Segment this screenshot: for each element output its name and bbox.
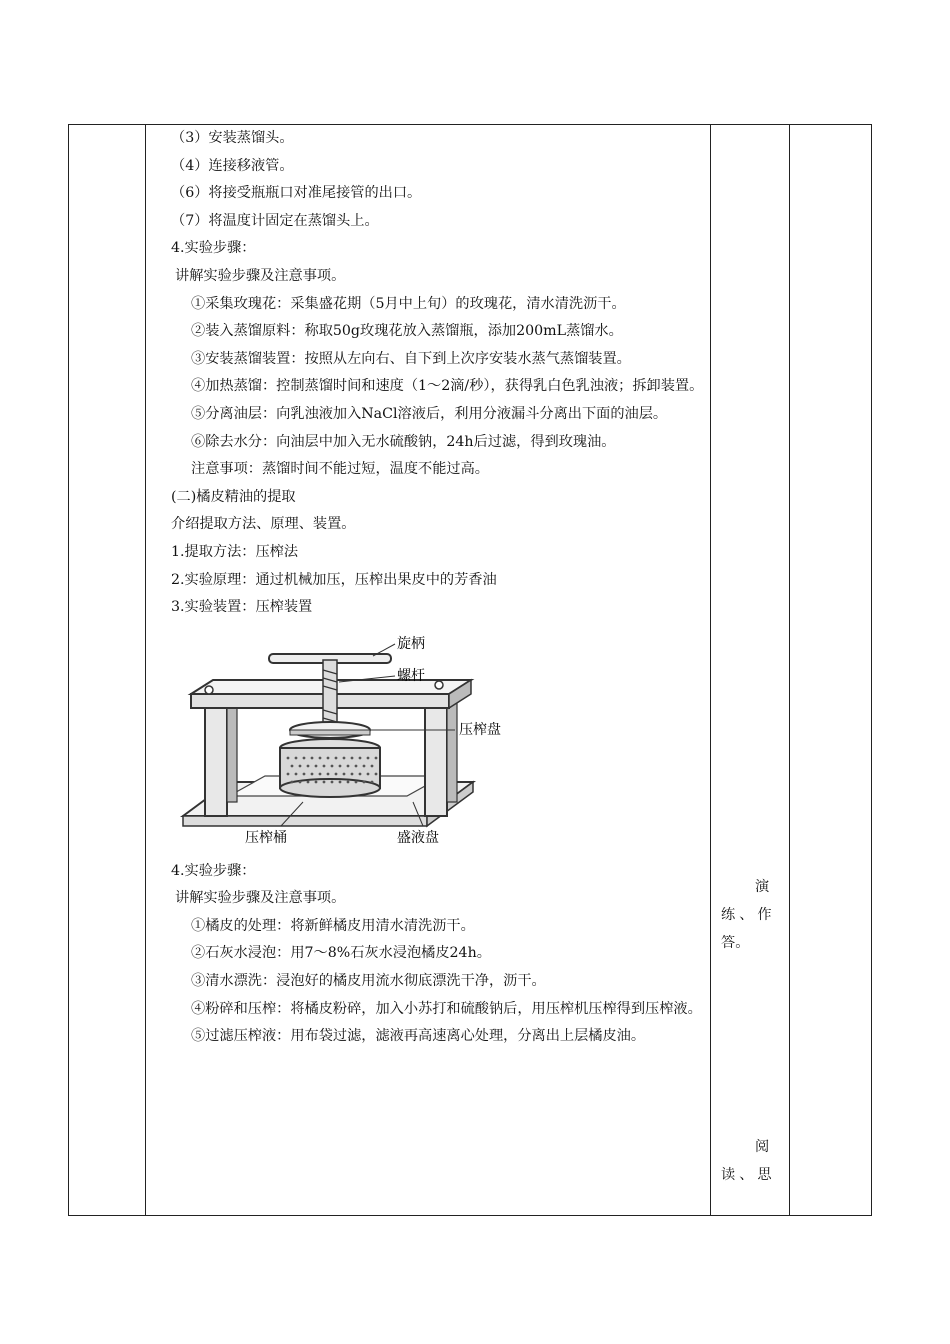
activity-note-reading xyxy=(721,1133,785,1189)
text-line: 注意事项：蒸馏时间不能过短，温度不能过高。 xyxy=(191,461,489,478)
press-plate-edge xyxy=(290,730,370,735)
text-line: ①采集玫瑰花：采集盛花期（5月中上旬）的玫瑰花，清水清洗沥干。 xyxy=(191,295,626,312)
text-line: 4.实验步骤： xyxy=(171,862,256,879)
text-line: ③清水漂洗：浸泡好的橘皮用流水彻底漂洗干净，沥干。 xyxy=(191,973,546,990)
text-line: (二)橘皮精油的提取 xyxy=(171,488,296,505)
column-divider xyxy=(710,125,711,1215)
label-screw: 螺杆 xyxy=(397,667,425,684)
text-line: ⑥除去水分：向油层中加入无水硫酸钠，24h后过滤，得到玫瑰油。 xyxy=(191,433,616,450)
main-content-cell xyxy=(149,125,709,1215)
text-line: 2.实验原理：通过机械加压，压榨出果皮中的芳香油 xyxy=(171,571,497,588)
activity-note-line: 演 xyxy=(755,879,770,895)
base-tray-front xyxy=(183,816,427,826)
text-line: 讲解实验步骤及注意事项。 xyxy=(175,890,346,907)
right-post xyxy=(425,700,447,816)
text-line: ④粉碎和压榨：将橘皮粉碎，加入小苏打和硫酸钠后，用压榨机压榨得到压榨液。 xyxy=(191,1000,702,1017)
text-line: ②石灰水浸泡：用7～8%石灰水浸泡橘皮24h。 xyxy=(191,945,491,962)
text-line: 讲解实验步骤及注意事项。 xyxy=(175,267,346,284)
text-line: ③安装蒸馏装置：按照从左向右、自下到上次序安装水蒸气蒸馏装置。 xyxy=(191,350,631,367)
text-line: ①橘皮的处理：将新鲜橘皮用清水清洗沥干。 xyxy=(191,917,475,934)
activity-note-line: 读、思 xyxy=(721,1167,776,1183)
activity-note-line: 答。 xyxy=(721,935,750,951)
label-handle: 旋柄 xyxy=(397,635,425,652)
top-beam-front xyxy=(191,694,449,708)
lesson-table xyxy=(68,124,872,1216)
text-line: 1.提取方法：压榨法 xyxy=(171,543,299,560)
bolt-icon xyxy=(435,681,443,689)
text-line: ④加热蒸馏：控制蒸馏时间和速度（1～2滴/秒），获得乳白色乳浊液；拆卸装置。 xyxy=(191,378,704,395)
activity-note-line: 练、作 xyxy=(721,907,776,923)
text-line: （6）将接受瓶瓶口对准尾接管的出口。 xyxy=(171,185,422,202)
column-divider xyxy=(789,125,790,1215)
press-apparatus-illustration xyxy=(173,630,553,850)
text-block-top xyxy=(149,125,709,622)
text-line: （4）连接移液管。 xyxy=(171,157,294,174)
text-line: ②装入蒸馏原料：称取50g玫瑰花放入蒸馏瓶，添加200mL蒸馏水。 xyxy=(191,323,623,340)
column-divider xyxy=(145,125,146,1215)
text-line: 4.实验步骤： xyxy=(171,240,256,257)
label-press-barrel: 压榨桶 xyxy=(245,829,287,846)
text-line: 3.实验装置：压榨装置 xyxy=(171,599,313,616)
activity-note-practice xyxy=(721,873,785,957)
text-line: （3）安装蒸馏头。 xyxy=(171,130,294,146)
text-line: ⑤过滤压榨液：用布袋过滤，滤液再高速离心处理，分离出上层橘皮油。 xyxy=(191,1028,646,1045)
activity-note-line: 阅 xyxy=(755,1139,770,1155)
text-line: 介绍提取方法、原理、装置。 xyxy=(171,516,356,533)
press-diagram xyxy=(149,622,709,858)
text-line: ⑤分离油层：向乳浊液加入NaCl溶液后，利用分液漏斗分离出下面的油层。 xyxy=(191,405,668,422)
label-press-plate: 压榨盘 xyxy=(459,721,501,738)
label-tray: 盛液盘 xyxy=(397,829,439,846)
text-line: （7）将温度计固定在蒸馏头上。 xyxy=(171,212,379,229)
text-block-bottom xyxy=(149,858,709,1051)
left-post xyxy=(205,700,227,816)
bolt-icon xyxy=(205,686,213,694)
